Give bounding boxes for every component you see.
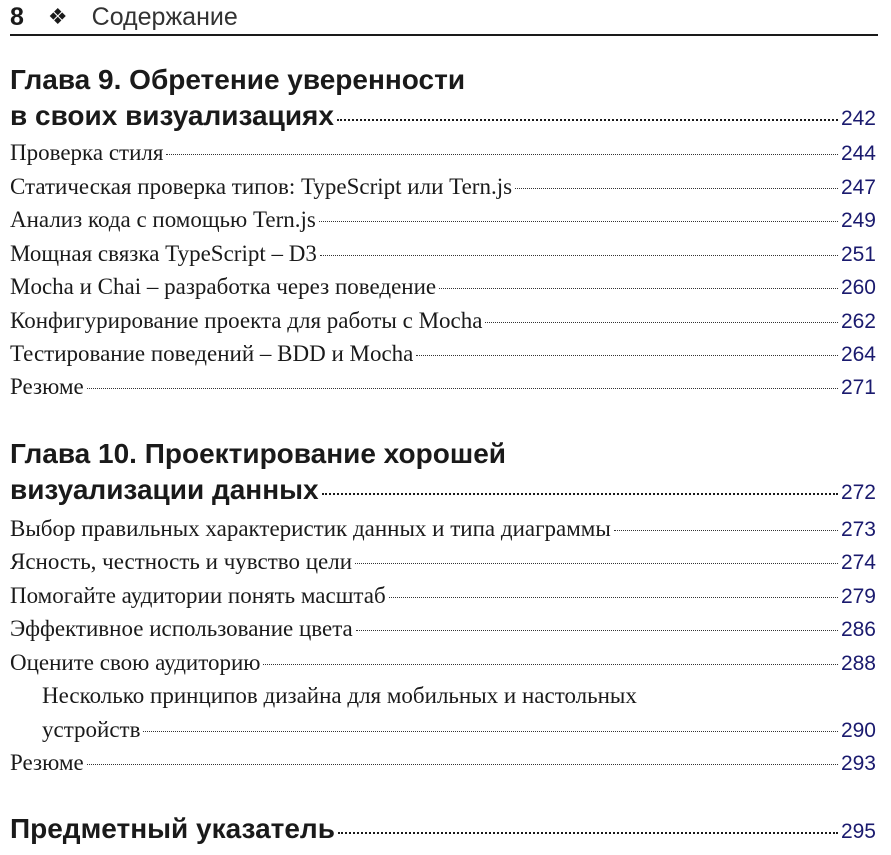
entry-label: Помогайте аудитории понять масштаб [10,583,386,608]
entry-page: 247 [840,176,876,199]
dot-leader [338,832,838,834]
entry-label: Эффективное использование цвета [10,616,353,641]
toc-entry[interactable] [10,170,876,205]
dot-leader [614,530,838,531]
entry-label: Оцените свою аудиторию [10,650,261,675]
entry-page: 271 [840,376,876,399]
header-title: Содержание [91,2,238,31]
index-page: 295 [840,820,876,843]
page-number: 8 [10,2,24,31]
running-header [10,0,878,36]
entry-label: Анализ кода с помощью Tern.js [10,207,316,232]
chapter-page: 242 [840,107,876,130]
entry-page: 251 [840,243,876,266]
toc-entry[interactable] [10,612,876,647]
toc-subentry[interactable] [42,679,876,748]
entry-label: Ясность, честность и чувство цели [10,549,353,574]
entry-page: 260 [840,276,876,299]
dot-leader [356,630,838,631]
entry-page: 262 [840,310,876,333]
dot-leader [87,388,838,389]
chapter-page: 272 [840,481,876,504]
dot-leader [87,764,838,765]
dot-leader [337,119,838,121]
dot-leader [416,355,838,356]
dot-leader [263,664,838,665]
toc-entry[interactable] [10,304,876,339]
entry-page: 279 [840,585,876,608]
entry-page: 290 [840,719,876,742]
subentry-label-line2: устройств [42,717,141,742]
entry-label: Мощная связка TypeScript – D3 [10,241,317,266]
chapter-title-line2: в своих визуализациях [10,100,334,131]
chapter-title-line1: Глава 10. Проектирование хорошей [10,438,506,469]
toc-entry[interactable] [10,646,876,681]
entry-label: Выбор правильных характеристик данных и типа диаграммы [10,516,611,541]
entry-page: 273 [840,518,876,541]
dot-leader [355,563,838,564]
toc-entry[interactable] [10,545,876,580]
toc-entry[interactable] [10,203,876,238]
index-label: Предметный указатель [10,813,335,844]
entry-page: 293 [840,752,876,775]
dot-leader [166,154,838,155]
dot-leader [485,322,837,323]
entry-page: 249 [840,209,876,232]
entry-label: Проверка стиля [10,140,164,165]
toc-entry[interactable] [10,370,876,405]
entry-page: 264 [840,343,876,366]
entry-page: 286 [840,618,876,641]
entry-page: 288 [840,652,876,675]
entry-page: 244 [840,142,876,165]
dot-leader [389,597,838,598]
entry-label: Статическая проверка типов: TypeScript или Tern.js [10,174,513,199]
chapter-10-heading[interactable] [10,436,876,511]
toc-entry[interactable] [10,136,876,171]
subentry-label-line1: Несколько принципов дизайна для мобильных и настольных [42,683,637,708]
toc-entry[interactable] [10,337,876,372]
chapter-title-line2: визуализации данных [10,474,319,505]
entry-page: 274 [840,551,876,574]
dot-leader [515,188,838,189]
toc-entry[interactable] [10,237,876,272]
ornament-icon: ❖ [47,4,68,29]
dot-leader [320,255,838,256]
dot-leader [439,288,838,289]
chapter-9-heading[interactable] [10,62,876,137]
dot-leader [322,493,838,495]
entry-label: Тестирование поведений – BDD и Mocha [10,341,414,366]
index-heading[interactable] [10,811,876,850]
toc-entry[interactable] [10,579,876,614]
toc-entry[interactable] [10,512,876,547]
chapter-title-line1: Глава 9. Обретение уверенности [10,64,466,95]
entry-label: Резюме [10,374,84,399]
dot-leader [319,221,838,222]
dot-leader [143,731,837,732]
entry-label: Конфигурирование проекта для работы с Mocha [10,308,483,333]
entry-label: Резюме [10,750,84,775]
toc-entry[interactable] [10,746,876,781]
toc-entry[interactable] [10,270,876,305]
entry-label: Mocha и Chai – разработка через поведение [10,274,437,299]
